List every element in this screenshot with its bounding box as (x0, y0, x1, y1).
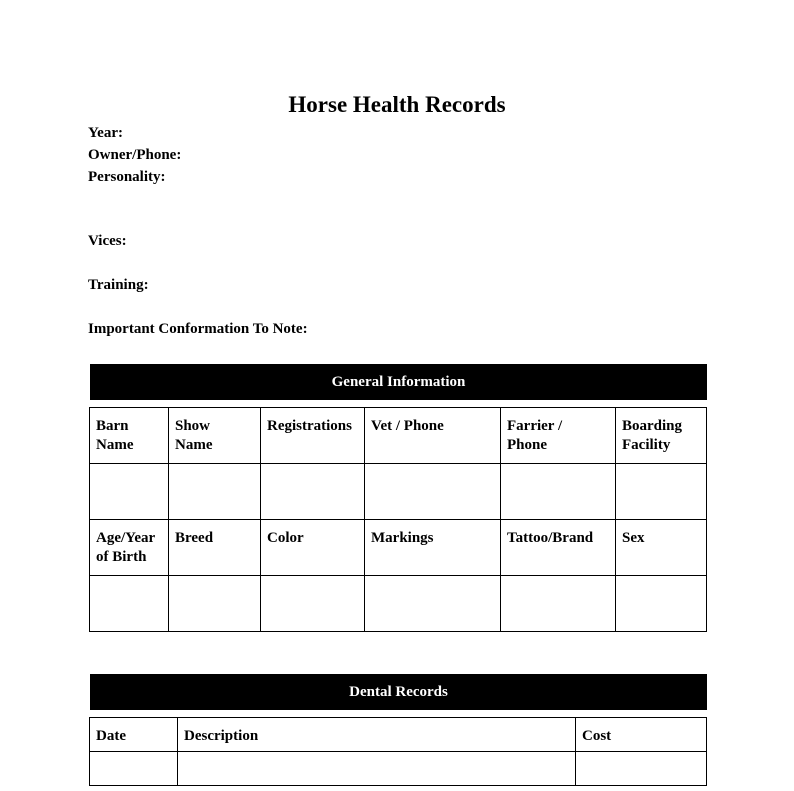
vices-label: Vices: (88, 233, 127, 249)
tattoo-brand-header: Tattoo/Brand (501, 520, 616, 576)
vet-phone-cell[interactable] (365, 464, 501, 520)
show-name-cell[interactable] (169, 464, 261, 520)
age-year-header: Age/Year of Birth (90, 520, 169, 576)
color-header: Color (261, 520, 365, 576)
barn-name-header: Barn Name (90, 408, 169, 464)
color-cell[interactable] (261, 576, 365, 632)
vet-phone-header: Vet / Phone (365, 408, 501, 464)
owner-phone-label: Owner/Phone: (88, 147, 182, 163)
markings-cell[interactable] (365, 576, 501, 632)
description-header: Description (178, 718, 576, 752)
page-title: Horse Health Records (288, 92, 506, 117)
breed-header: Breed (169, 520, 261, 576)
conformation-label: Important Conformation To Note: (88, 321, 308, 337)
training-label: Training: (88, 277, 149, 293)
year-label: Year: (88, 125, 123, 141)
table-row (90, 718, 707, 752)
dental-records-table (89, 717, 707, 786)
breed-cell[interactable] (169, 576, 261, 632)
farrier-phone-header: Farrier / Phone (501, 408, 616, 464)
date-header: Date (90, 718, 178, 752)
farrier-phone-cell[interactable] (501, 464, 616, 520)
sex-header: Sex (616, 520, 707, 576)
table-row (90, 752, 707, 786)
registrations-header: Registrations (261, 408, 365, 464)
dental-records-header: Dental Records (90, 674, 707, 710)
barn-name-cell[interactable] (90, 464, 169, 520)
registrations-cell[interactable] (261, 464, 365, 520)
show-name-header: Show Name (169, 408, 261, 464)
personality-label: Personality: (88, 169, 166, 185)
table-row (90, 520, 707, 576)
description-cell[interactable] (178, 752, 576, 786)
general-information-table (89, 407, 707, 632)
cost-header: Cost (576, 718, 707, 752)
markings-header: Markings (365, 520, 501, 576)
sex-cell[interactable] (616, 576, 707, 632)
table-row (90, 408, 707, 464)
boarding-facility-cell[interactable] (616, 464, 707, 520)
table-row (90, 576, 707, 632)
general-information-header: General Information (90, 364, 707, 400)
table-row (90, 464, 707, 520)
date-cell[interactable] (90, 752, 178, 786)
boarding-facility-header: Boarding Facility (616, 408, 707, 464)
tattoo-brand-cell[interactable] (501, 576, 616, 632)
age-year-cell[interactable] (90, 576, 169, 632)
cost-cell[interactable] (576, 752, 707, 786)
